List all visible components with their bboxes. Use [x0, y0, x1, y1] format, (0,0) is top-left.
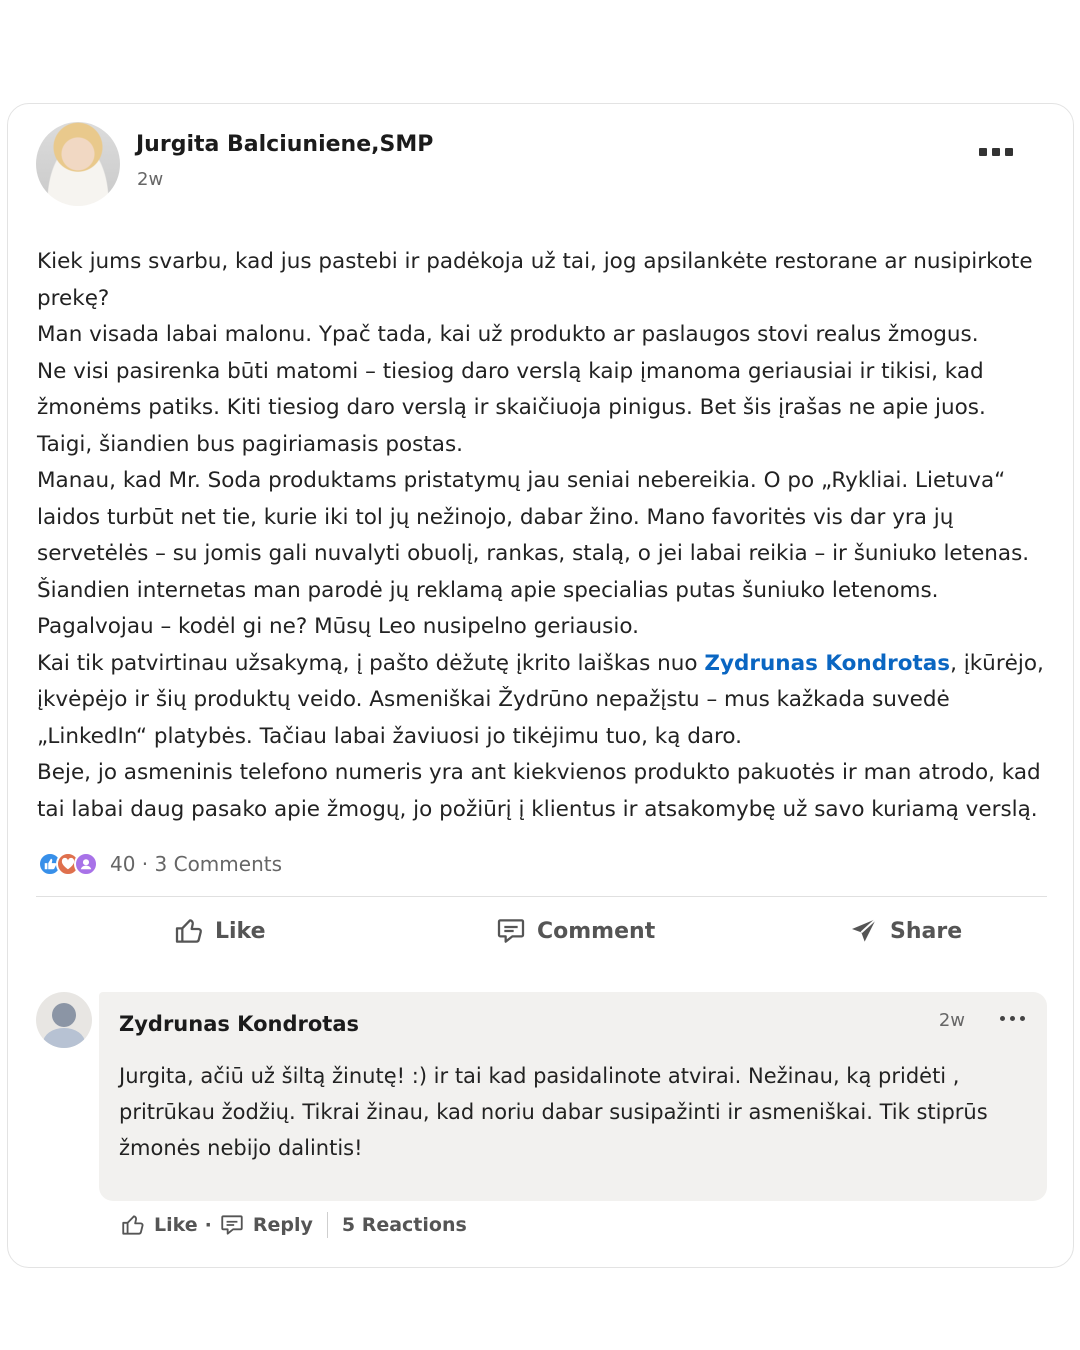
- more-options-icon[interactable]: [979, 142, 1019, 162]
- post-paragraph: Man visada labai malonu. Ypač tada, kai už produkto ar paslaugos stovi realus žmogus.: [37, 322, 979, 347]
- post-paragraph: Kiek jums svarbu, kad jus pastebi ir padėkoja už tai, jog apsilankėte restorane ar nusipirkote prekę?: [37, 249, 1033, 311]
- like-label: Like: [215, 918, 266, 944]
- post-paragraph: Manau, kad Mr. Soda produktams pristatymų jau seniai nebereikia. O po „Rykliai. Lietuva“ laidos turbūt net tie, kurie iki tol jų nežinojo, dabar žino. Mano favoritės vis dar yra jų servetėlės – su jomis gali nuvalyti obuolį, rankas, stalą, o jei labai reikia – ir šuniuko letenas.: [37, 468, 1030, 566]
- paragraph-text: , įkūrėjo, įkvėpėjo ir šių produktų veido. Asmeniškai Žydrūno nepažįstu – mus kažkada suvedė „LinkedIn“ platybės. Tačiau labai žaviuosi jo tikėjimu tuo, ką daro.: [37, 650, 1044, 749]
- comment-like-label: Like: [154, 1214, 198, 1236]
- comment-actions: [120, 1212, 467, 1238]
- author-name[interactable]: Jurgita Balciuniene,SMP: [136, 132, 434, 157]
- post-actions: [8, 909, 1075, 965]
- post-paragraph: Ne visi pasirenka būti matomi – tiesiog daro verslą kaip įmanoma geriausiai ir tikisi, kad žmonėms patiks. Kiti tiesiog daro verslą ir skaičiuoja pinigus. Bet šis įrašas ne apie juos.: [37, 358, 986, 420]
- post-body: [37, 244, 1052, 828]
- thumbs-up-icon: [120, 1212, 146, 1238]
- separator: ·: [204, 1214, 212, 1236]
- like-button[interactable]: [173, 915, 266, 947]
- post-paragraph: Beje, jo asmeninis telefono numeris yra ant kiekvienos produkto pakuotės ir man atrodo, kad tai labai daug pasako apie žmogų, jo požiūrį į klientus ir atsakomybę už savo kuriamą verslą.: [37, 760, 1041, 822]
- post-card: [7, 103, 1074, 1268]
- reply-button[interactable]: [219, 1212, 313, 1238]
- comment-bubble: [99, 992, 1047, 1201]
- comment-label: Comment: [537, 918, 656, 944]
- divider: [36, 896, 1047, 897]
- author-avatar[interactable]: [36, 122, 120, 206]
- send-icon: [848, 915, 880, 947]
- reactions-summary[interactable]: [38, 849, 282, 879]
- paragraph-text: Kai tik patvirtinau užsakymą, į pašto dėžutę įkrito laiškas nuo: [37, 650, 705, 676]
- thumbs-up-icon: [173, 915, 205, 947]
- commenter-avatar[interactable]: [36, 992, 92, 1048]
- comment-icon: [495, 915, 527, 947]
- reaction-icons: [38, 852, 92, 876]
- reaction-comment-counts[interactable]: 40 · 3 Comments: [110, 852, 283, 876]
- comment-text: Jurgita, ačiū už šiltą žinutę! :) ir tai kad pasidalinote atvirai. Nežinau, ką pridėti , pritrūkau žodžių. Tikrai žinau, kad noriu dabar susipažinti ir asmeniškai. Tik stiprūs žmonės nebijo dalintis!: [119, 1064, 988, 1160]
- share-label: Share: [890, 918, 963, 944]
- post-paragraph: Šiandien internetas man parodė jų reklamą apie specialias putas šuniuko letenoms. Pagalvojau – kodėl gi ne? Mūsų Leo nusipelno geriausio.: [37, 577, 939, 639]
- mention-link[interactable]: Zydrunas Kondrotas: [704, 650, 951, 676]
- post-time: 2w: [137, 169, 164, 190]
- post-paragraph: Taigi, šiandien bus pagiriamasis postas.: [37, 431, 464, 457]
- commenter-name[interactable]: Zydrunas Kondrotas: [119, 1012, 359, 1036]
- support-reaction-icon: [74, 852, 98, 876]
- share-button[interactable]: [848, 915, 962, 947]
- comment-button[interactable]: [495, 915, 655, 947]
- comment-like-button[interactable]: [120, 1212, 198, 1238]
- comment-reactions-count[interactable]: 5 Reactions: [341, 1214, 467, 1236]
- reply-label: Reply: [252, 1214, 313, 1236]
- comment-more-icon[interactable]: [1000, 1016, 1025, 1021]
- post-paragraph-mention: [37, 646, 1052, 756]
- comment-icon: [219, 1212, 245, 1238]
- comment-time: 2w: [938, 1010, 965, 1031]
- divider: [327, 1212, 328, 1238]
